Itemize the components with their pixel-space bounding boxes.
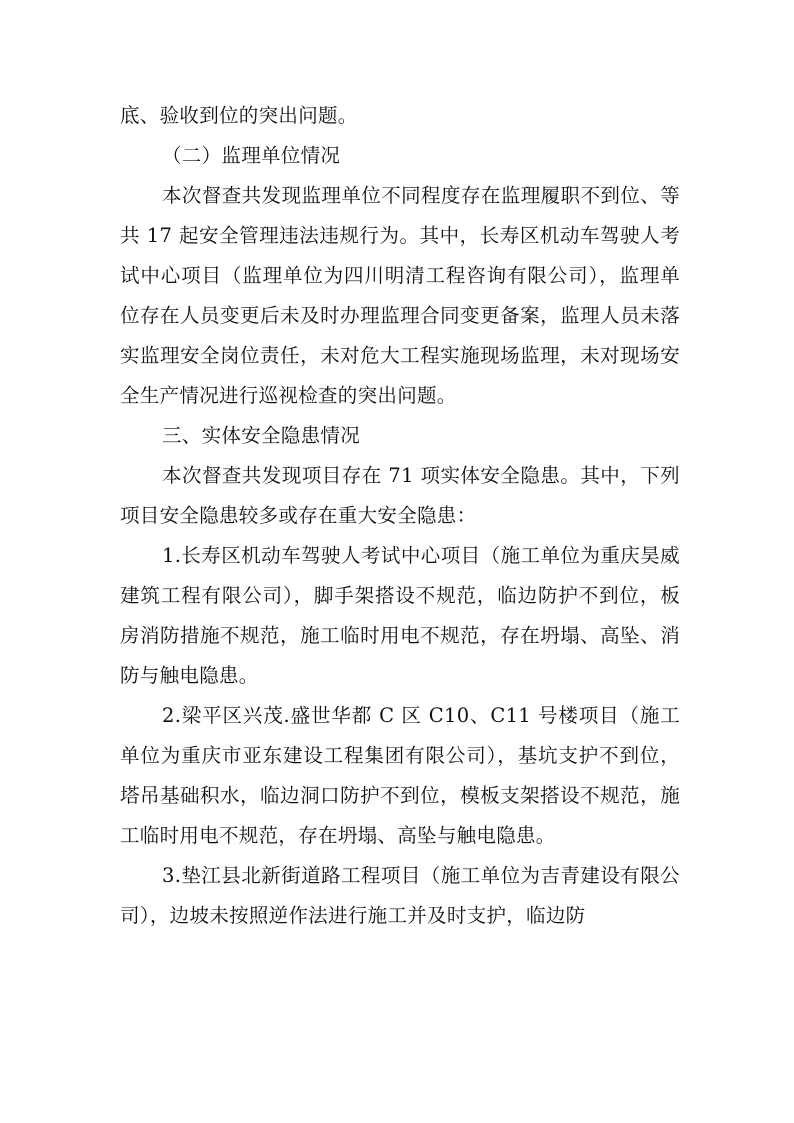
list-item-1: 1.长寿区机动车驾驶人考试中心项目（施工单位为重庆昊威建筑工程有限公司），脚手架搭设不规范，临边防护不到位，板房消防措施不规范，施工临时用电不规范，存在坍塌、高坠、消防与触电隐患。 [120, 544, 680, 687]
paragraph-hazards-summary: 本次督查共发现项目存在 71 项实体安全隐患。其中，下列项目安全隐患较多或存在重大安全隐患： [120, 464, 680, 527]
paragraph-supervision: 本次督查共发现监理单位不同程度存在监理履职不到位、等共 17 起安全管理违法违规行为。其中，长寿区机动车驾驶人考试中心项目（监理单位为四川明清工程咨询有限公司），监理单位存在人员变更后未及时办理监理合同变更备案，监理人员未落实监理安全岗位责任，未对危大工程实施现场监理，未对现场安全生产情况进行巡视检查的突出问题。 [120, 184, 680, 407]
section-heading-supervision: （二）监理单位情况 [162, 144, 341, 167]
list-item-2: 2.梁平区兴茂.盛世华都 C 区 C10、C11 号楼项目（施工单位为重庆市亚东建设工程集团有限公司），基坑支护不到位，塔吊基础积水，临边洞口防护不到位，模板支架搭设不规范，施工临时用电不规范，存在坍塌、高坠与触电隐患。 [120, 704, 680, 847]
paragraph-continuation: 底、验收到位的突出问题。 [120, 104, 358, 127]
document-body [120, 96, 680, 936]
list-item-3: 3.垫江县北新街道路工程项目（施工单位为吉青建设有限公司），边坡未按照逆作法进行施工并及时支护，临边防 [120, 864, 680, 927]
section-heading-hazards: 三、实体安全隐患情况 [162, 424, 361, 447]
